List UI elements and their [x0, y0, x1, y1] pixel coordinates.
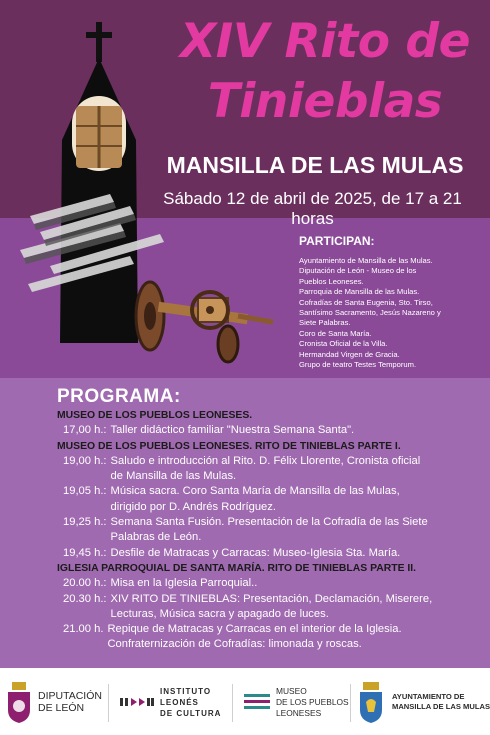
list-item: Pueblos Leoneses. [299, 276, 364, 286]
list-item: Grupo de teatro Testes Temporum. [299, 360, 417, 370]
event-description: XIV RITO DE TINIEBLAS: Presentación, Declamación, Miserere, [110, 592, 433, 605]
event-time: 19,05 h.: [63, 485, 107, 498]
museo-logo [244, 672, 349, 732]
event-time: 17,00 h.: [63, 424, 107, 437]
list-item: Santísimo Sacramento, Jesús Nazareno y [299, 308, 441, 318]
divider [108, 684, 109, 722]
cross-icon [86, 22, 112, 62]
list-item: Parroquia de Mansilla de las Mulas. [299, 287, 420, 297]
instituto-logo [120, 672, 221, 732]
participan-list [299, 256, 484, 370]
title-line-2: Tinieblas [207, 74, 443, 129]
matraca-cart-illustration [128, 276, 278, 366]
museo-logo-icon [244, 692, 270, 712]
museo-line-1: MUSEO [276, 685, 307, 696]
poster-title [170, 12, 480, 132]
program-row [57, 576, 482, 591]
program-row [57, 515, 482, 546]
program-row [57, 592, 482, 623]
event-description: Música sacra. Coro Santa María de Mansilla de las Mulas, [110, 485, 400, 498]
event-description: Semana Santa Fusión. Presentación de la Cofradía de las Siete [110, 516, 428, 529]
program-row [57, 484, 482, 515]
diputacion-shield-icon [6, 680, 32, 724]
ayuntamiento-line-1: AYUNTAMIENTO DE [392, 692, 465, 701]
diputacion-logo [6, 672, 102, 732]
programa-list [57, 408, 482, 653]
program-row [57, 622, 482, 653]
instituto-line-3: DE CULTURA [160, 708, 222, 718]
instituto-line-1: INSTITUTO [160, 686, 212, 696]
section-header: IGLESIA PARROQUIAL DE SANTA MARÍA. RITO DE TINIEBLAS PARTE II. [57, 562, 417, 574]
event-time: 21.00 h. [63, 623, 104, 636]
town-name: MANSILLA DE LAS MULAS [166, 152, 464, 178]
title-line-1: XIV Rito de [180, 14, 470, 69]
list-item: Cronista Oficial de la Villa. [299, 339, 388, 349]
event-description: dirigido por D. Andrés Rodríguez. [110, 500, 276, 513]
ayuntamiento-shield-icon [358, 680, 384, 724]
event-time: 20.00 h.: [63, 577, 107, 590]
event-date: Sábado 12 de abril de 2025, de 17 a 21 horas [163, 189, 462, 228]
participan-heading: PARTICIPAN: [299, 234, 375, 248]
event-description: de Mansilla de las Mulas. [110, 470, 237, 483]
event-description: Misa en la Iglesia Parroquial.. [110, 577, 258, 590]
list-item: Cofradías de Santa Eugenia, Sto. Tirso, [299, 297, 433, 307]
list-item: Ayuntamiento de Mansilla de las Mulas. [299, 256, 433, 265]
event-description: Confraternización de Cofradías: limonada y roscas. [107, 638, 362, 651]
program-row [57, 454, 482, 485]
museo-line-2: DE LOS PUEBLOS [276, 696, 349, 707]
section-header: MUSEO DE LOS PUEBLOS LEONESES. [57, 410, 253, 421]
divider [350, 684, 351, 722]
instituto-line-2: LEONÉS [160, 697, 199, 707]
ayuntamiento-logo [358, 672, 490, 732]
divider [232, 684, 233, 722]
list-item: Coro de Santa María. [299, 328, 372, 338]
event-time: 19,25 h.: [63, 516, 107, 529]
event-description: Palabras de León. [110, 531, 202, 544]
museo-line-3: LEONESES [276, 707, 322, 718]
ayuntamiento-line-2: MANSILLA DE LAS MULAS [392, 702, 490, 711]
event-time: 19,45 h.: [63, 546, 107, 559]
list-item: Diputación de León - Museo de los [299, 266, 417, 276]
diputacion-line-2: DE LEÓN [38, 702, 85, 714]
event-description: Lecturas, Música sacra y apagado de luces. [110, 607, 329, 620]
diputacion-line-1: DIPUTACIÓN [38, 690, 102, 702]
event-description: Repique de Matracas y Carracas en el interior de la Iglesia. [107, 623, 402, 636]
program-row [57, 546, 482, 561]
instituto-logo-icon [120, 696, 154, 708]
section-header: MUSEO DE LOS PUEBLOS LEONESES. RITO DE TINIEBLAS PARTE I. [57, 440, 401, 452]
event-description: Desfile de Matracas y Carracas: Museo-Iglesia Sta. María. [110, 546, 401, 559]
program-row [57, 423, 482, 438]
event-time: 20.30 h.: [63, 592, 107, 605]
programa-heading: PROGRAMA: [57, 386, 181, 407]
list-item: Siete Palabras. [299, 318, 351, 328]
event-description: Saludo e introducción al Rito. D. Félix Llorente, Cronista oficial [110, 454, 421, 467]
event-description: Taller didáctico familiar "Nuestra Semana Santa". [110, 424, 355, 437]
event-time: 19,00 h.: [63, 454, 107, 467]
list-item: Hermandad Virgen de Gracia. [299, 349, 400, 359]
